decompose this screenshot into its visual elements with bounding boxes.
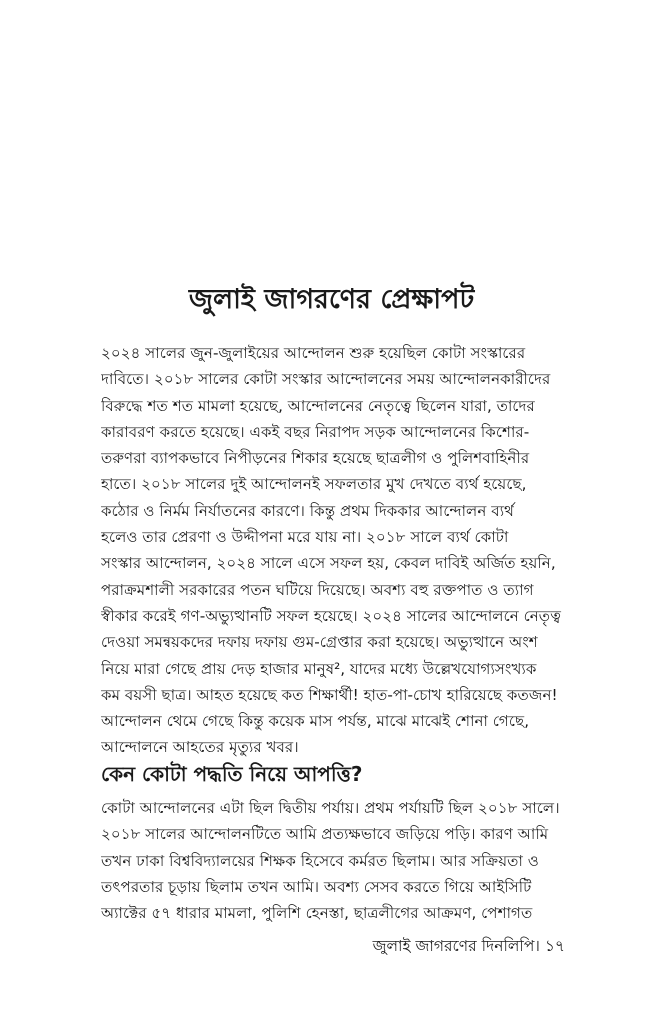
- paragraph-line: কারাবরণ করতে হয়েছে। একই বছর নিরাপদ সড়ক আন্দোলনের কিশোর-: [101, 422, 530, 441]
- paragraph-line: আন্দোলন থেমে গেছে কিন্তু কয়েক মাস পর্যন্ত, মাঝে মাঝেই শোনা গেছে,: [101, 712, 530, 731]
- paragraph-line: হলেও তার প্রেরণা ও উদ্দীপনা মরে যায় না। ২০১৮ সালে ব্যর্থ কোটা: [101, 528, 509, 547]
- body-paragraph-1: [101, 340, 565, 761]
- paragraph-line: কঠোর ও নির্মম নির্যাতনের কারণে। কিন্তু প্রথম দিককার আন্দোলন ব্যর্থ: [101, 501, 514, 520]
- body-paragraph-2: [101, 795, 565, 926]
- paragraph-line: দেওয়া সমন্বয়কদের দফায় দফায় গুম-গ্রেপ্তার করা হয়েছে। অভ্যুত্থানে অংশ: [101, 633, 538, 652]
- paragraph-line: পরাক্রমশালী সরকারের পতন ঘটিয়ে দিয়েছে। অবশ্য বহু রক্তপাত ও ত্যাগ: [101, 580, 534, 599]
- chapter-title: জুলাই জাগরণের প্রেক্ষাপট: [188, 284, 475, 315]
- section-heading: কেন কোটা পদ্ধতি নিয়ে আপত্তি?: [101, 762, 363, 786]
- paragraph-line: সংস্কার আন্দোলন, ২০২৪ সালে এসে সফল হয়, কেবল দাবিই অর্জিত হয়নি,: [101, 554, 556, 573]
- paragraph-line: দাবিতে। ২০১৮ সালের কোটা সংস্কার আন্দোলনের সময় আন্দোলনকারীদের: [101, 370, 551, 389]
- paragraph-line: কোটা আন্দোলনের এটা ছিল দ্বিতীয় পর্যায়। প্রথম পর্যায়টি ছিল ২০১৮ সালে।: [101, 799, 560, 817]
- paragraph-line: তখন ঢাকা বিশ্ববিদ্যালয়ের শিক্ষক হিসেবে কর্মরত ছিলাম। আর সক্রিয়তা ও: [101, 851, 539, 870]
- paragraph-line: ২০২৪ সালের জুন-জুলাইয়ের আন্দোলন শুরু হয়েছিল কোটা সংস্কারের: [101, 344, 526, 362]
- paragraph-line: নিয়ে মারা গেছে প্রায় দেড় হাজার মানুষ², যাদের মধ্যে উল্লেখযোগ্যসংখ্যক: [101, 659, 537, 678]
- paragraph-line: স্বীকার করেই গণ-অভ্যুত্থানটি সফল হয়েছে। ২০২৪ সালের আন্দোলনে নেতৃত্ব: [101, 606, 562, 625]
- paragraph-line: কম বয়সী ছাত্র। আহত হয়েছে কত শিক্ষার্থী! হাত-পা-চোখ হারিয়েছে কতজন!: [101, 685, 558, 704]
- paragraph-line: অ্যাক্টের ৫৭ ধারার মামলা, পুলিশি হেনস্তা, ছাত্রলীগের আক্রমণ, পেশাগত: [101, 904, 533, 923]
- paragraph-line: তরুণরা ব্যাপকভাবে নিপীড়নের শিকার হয়েছে ছাত্রলীগ ও পুলিশবাহিনীর: [101, 449, 530, 468]
- paragraph-line: বিরুদ্ধে শত শত মামলা হয়েছে, আন্দোলনের নেতৃত্বে ছিলেন যারা, তাদের: [101, 396, 535, 415]
- paragraph-line: হাতে। ২০১৮ সালের দুই আন্দোলনই সফলতার মুখ দেখতে ব্যর্থ হয়েছে,: [101, 475, 527, 494]
- paragraph-line: তৎপরতার চূড়ায় ছিলাম তখন আমি। অবশ্য সেসব করতে গিয়ে আইসিটি: [101, 877, 532, 896]
- paragraph-line: আন্দোলনে আহতের মৃত্যুর খবর।: [101, 738, 299, 757]
- running-footer: জুলাই জাগরণের দিনলিপি। ১৭: [372, 937, 565, 955]
- paragraph-line: ২০১৮ সালের আন্দোলনটিতে আমি প্রত্যক্ষভাবে জড়িয়ে পড়ি। কারণ আমি: [101, 825, 549, 844]
